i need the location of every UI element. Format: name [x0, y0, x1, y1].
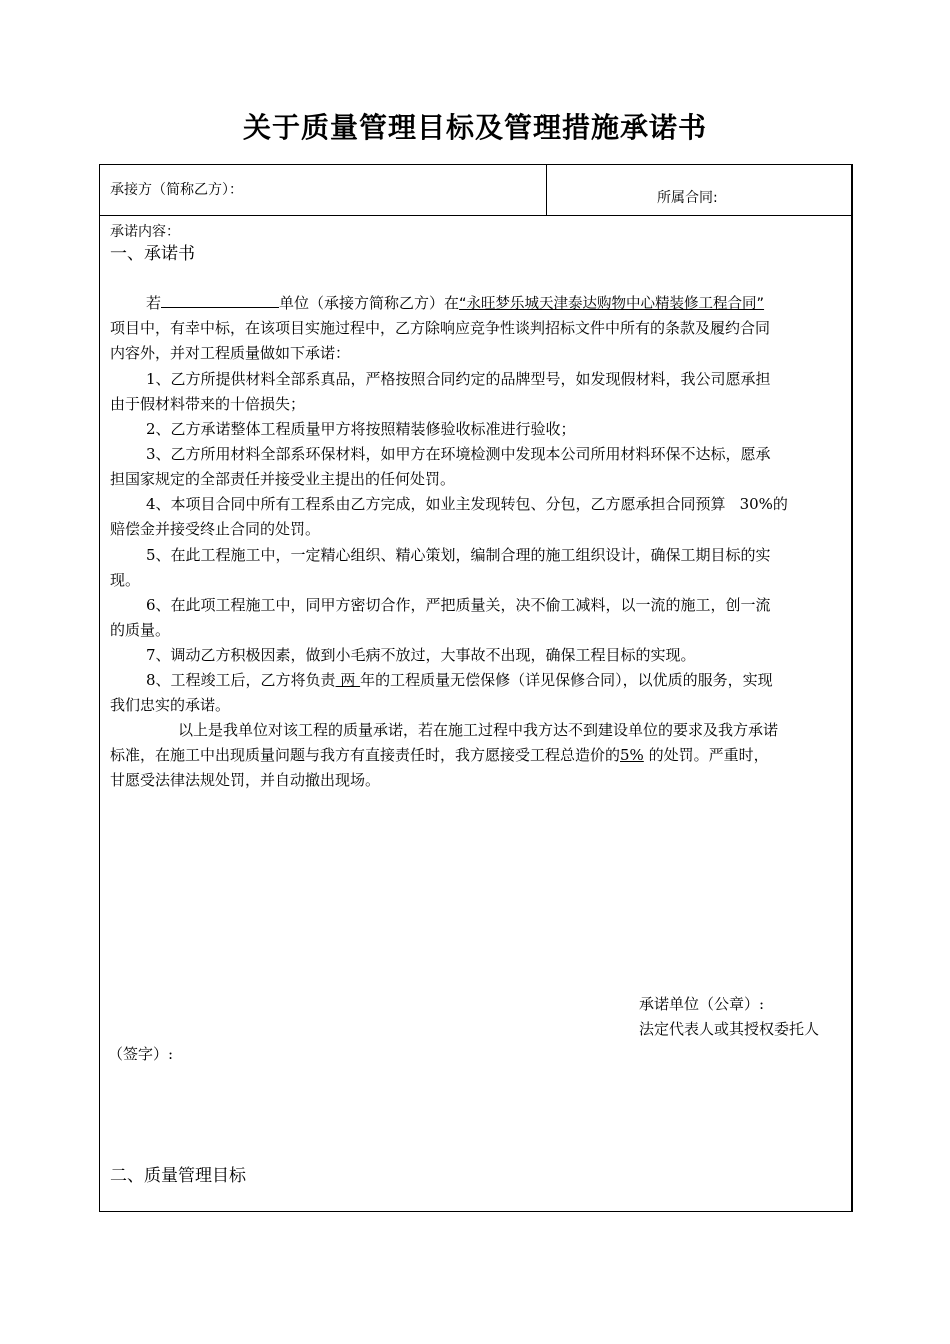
closing-line3: 甘愿受法律法规处罚，并自动撤出现场。 [110, 771, 381, 789]
item4-line2: 赔偿金并接受终止合同的处罚。 [110, 520, 321, 538]
item8-line1 [146, 669, 773, 690]
header-row [100, 165, 851, 216]
signature-sign: （签字）: [108, 1045, 174, 1063]
commitment-form [99, 164, 852, 1212]
item4-text: 4、本项目合同中所有工程系由乙方完成，如业主发现转包、分包，乙方愿承担合同预算 [146, 495, 726, 513]
item3-line2: 担国家规定的全部责任并接受业主提出的任何处罚。 [110, 470, 456, 488]
warranty-years: 两 [335, 671, 361, 689]
frame-edge [851, 164, 853, 1212]
signature-rep: 法定代表人或其授权委托人 [639, 1020, 820, 1038]
closing-line2 [110, 744, 769, 765]
item5-line2: 现。 [110, 571, 141, 589]
intro-line3: 内容外，并对工程质量做如下承诺： [110, 344, 351, 362]
signature-unit: 承诺单位（公章）: [639, 995, 765, 1013]
intro-line2: 项目中，有幸中标，在该项目实施过程中，乙方除响应竞争性谈判招标文件中所有的条款及履约合同 [110, 319, 771, 337]
closing-suffix: 的处罚。严重时， [643, 746, 769, 764]
closing-prefix: 标准，在施工中出现质量问题与我方有直接责任时，我方愿接受工程总造价的 [110, 746, 621, 764]
contract-name: “永旺梦乐城天津泰达购物中心精装修工程合同” [459, 296, 765, 312]
item8-line2: 我们忠实的承诺。 [110, 696, 231, 714]
intro-line1 [146, 292, 764, 313]
contract-label: 所属合同: [657, 190, 718, 206]
item7-line: 7、调动乙方积极因素，做到小毛病不放过，大事故不出现，确保工程目标的实现。 [146, 646, 696, 664]
document-title: 关于质量管理目标及管理措施承诺书 [242, 111, 707, 144]
intro-mid: 单位（承接方简称乙方）在 [279, 294, 460, 312]
item8-suffix: 年的工程质量无偿保修（详见保修合同），以优质的服务，实现 [360, 671, 773, 689]
section1-heading: 一、承诺书 [110, 244, 195, 264]
header-divider [546, 165, 547, 215]
item6-line2: 的质量。 [110, 621, 171, 639]
intro-prefix: 若 [146, 294, 162, 312]
item8-prefix: 8、工程竣工后，乙方将负责 [146, 671, 336, 689]
party-label: 承接方（简称乙方）： [110, 182, 243, 198]
item4-percent: 30%的 [739, 495, 788, 513]
section2-heading: 二、质量管理目标 [110, 1166, 246, 1186]
item3-line1: 3、乙方所用材料全部系环保材料，如甲方在环境检测中发现本公司所用材料环保不达标，愿承 [146, 445, 771, 463]
closing-line1: 以上是我单位对该工程的质量承诺，若在施工过程中我方达不到建设单位的要求及我方承诺 [178, 721, 779, 739]
company-blank[interactable] [161, 292, 279, 308]
item1-line1: 1、乙方所提供材料全部系真品，严格按照合同约定的品牌型号，如发现假材料，我公司愿承担 [146, 370, 771, 388]
item6-line1: 6、在此项工程施工中，同甲方密切合作，严把质量关，决不偷工减料，以一流的施工，创一流 [146, 596, 771, 614]
content-label: 承诺内容： [110, 224, 180, 240]
item4-line1 [146, 493, 788, 514]
penalty-percent: 5% [620, 746, 644, 764]
item1-line2: 由于假材料带来的十倍损失； [110, 395, 306, 413]
item5-line1: 5、在此工程施工中，一定精心组织、精心策划，编制合理的施工组织设计，确保工期目标的实 [146, 546, 771, 564]
item2-line: 2、乙方承诺整体工程质量甲方将按照精装修验收标准进行验收； [146, 420, 576, 438]
